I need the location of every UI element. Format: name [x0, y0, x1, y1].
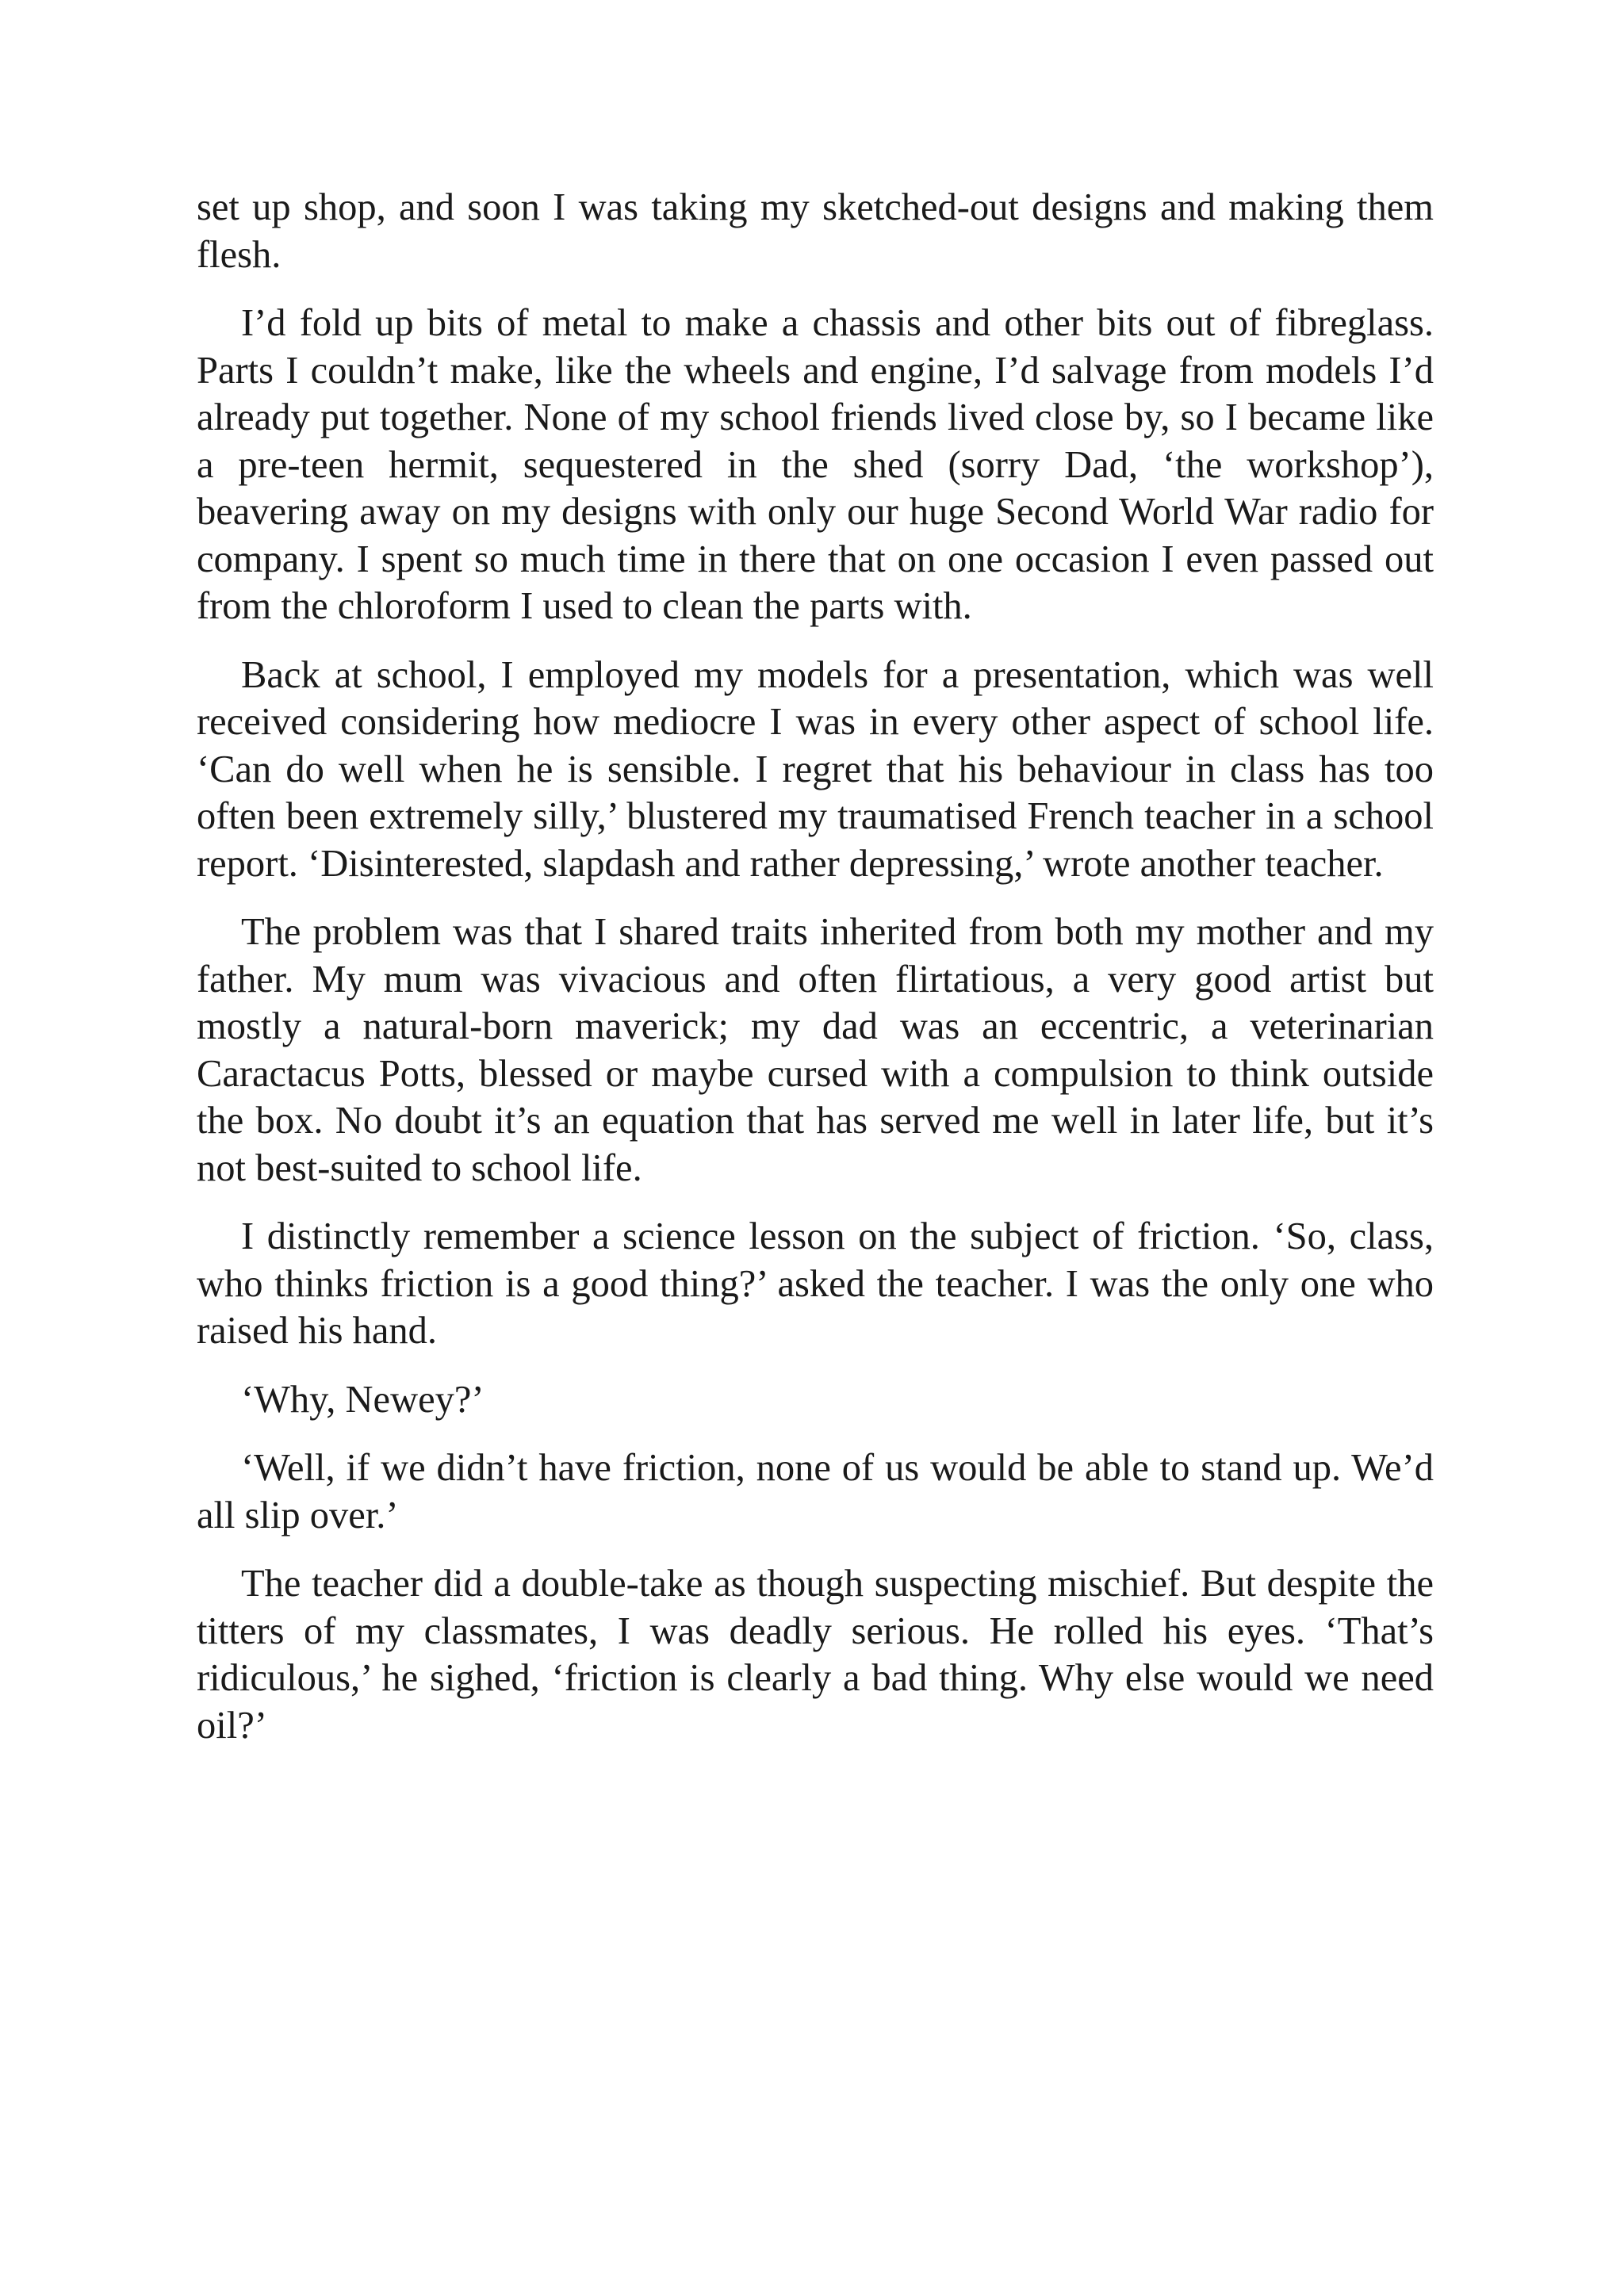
paragraph: The problem was that I shared traits inherited from both my mother and my father. My mum was vivacious and often flirtatious, a very good artist but mostly a natural-born maverick; my dad was an eccentric, a veterinarian Caractacus Potts, blessed or maybe cursed with a compulsion to think outside the box. No doubt it’s an equation that has served me well in later life, but it’s not best-suited to school life. [197, 911, 1434, 1189]
book-page [197, 184, 1434, 1770]
paragraph: ‘Why, Newey?’ [241, 1378, 485, 1421]
paragraph: The teacher did a double-take as though suspecting mischief. But despite the titters of my classmates, I was deadly serious. He rolled his eyes. ‘That’s ridiculous,’ he sighed, ‘friction is clearly a bad thing. Why else would we need oil?’ [197, 1563, 1434, 1747]
paragraph: set up shop, and soon I was taking my sketched-out designs and making them flesh. [197, 186, 1434, 276]
paragraph: I distinctly remember a science lesson on the subject of friction. ‘So, class, who thinks friction is a good thing?’ asked the teacher. I was the only one who raised his hand. [197, 1215, 1434, 1352]
paragraph: I’d fold up bits of metal to make a chassis and other bits out of fibreglass. Parts I couldn’t make, like the wheels and engine, I’d salvage from models I’d already put together. None of my school friends lived close by, so I became like a pre-teen hermit, sequestered in the shed (sorry Dad, ‘the workshop’), beavering away on my designs with only our huge Second World War radio for company. I spent so much time in there that on one occasion I even passed out from the chloroform I used to clean the parts with. [197, 302, 1434, 627]
paragraph: ‘Well, if we didn’t have friction, none of us would be able to stand up. We’d all slip over.’ [197, 1447, 1434, 1536]
paragraph: Back at school, I employed my models for a presentation, which was well received considering how mediocre I was in every other aspect of school life. ‘Can do well when he is sensible. I regret that his behaviour in class has too often been extremely silly,’ blustered my traumatised French teacher in a school report. ‘Disinterested, slapdash and rather depressing,’ wrote another teacher. [197, 653, 1434, 885]
